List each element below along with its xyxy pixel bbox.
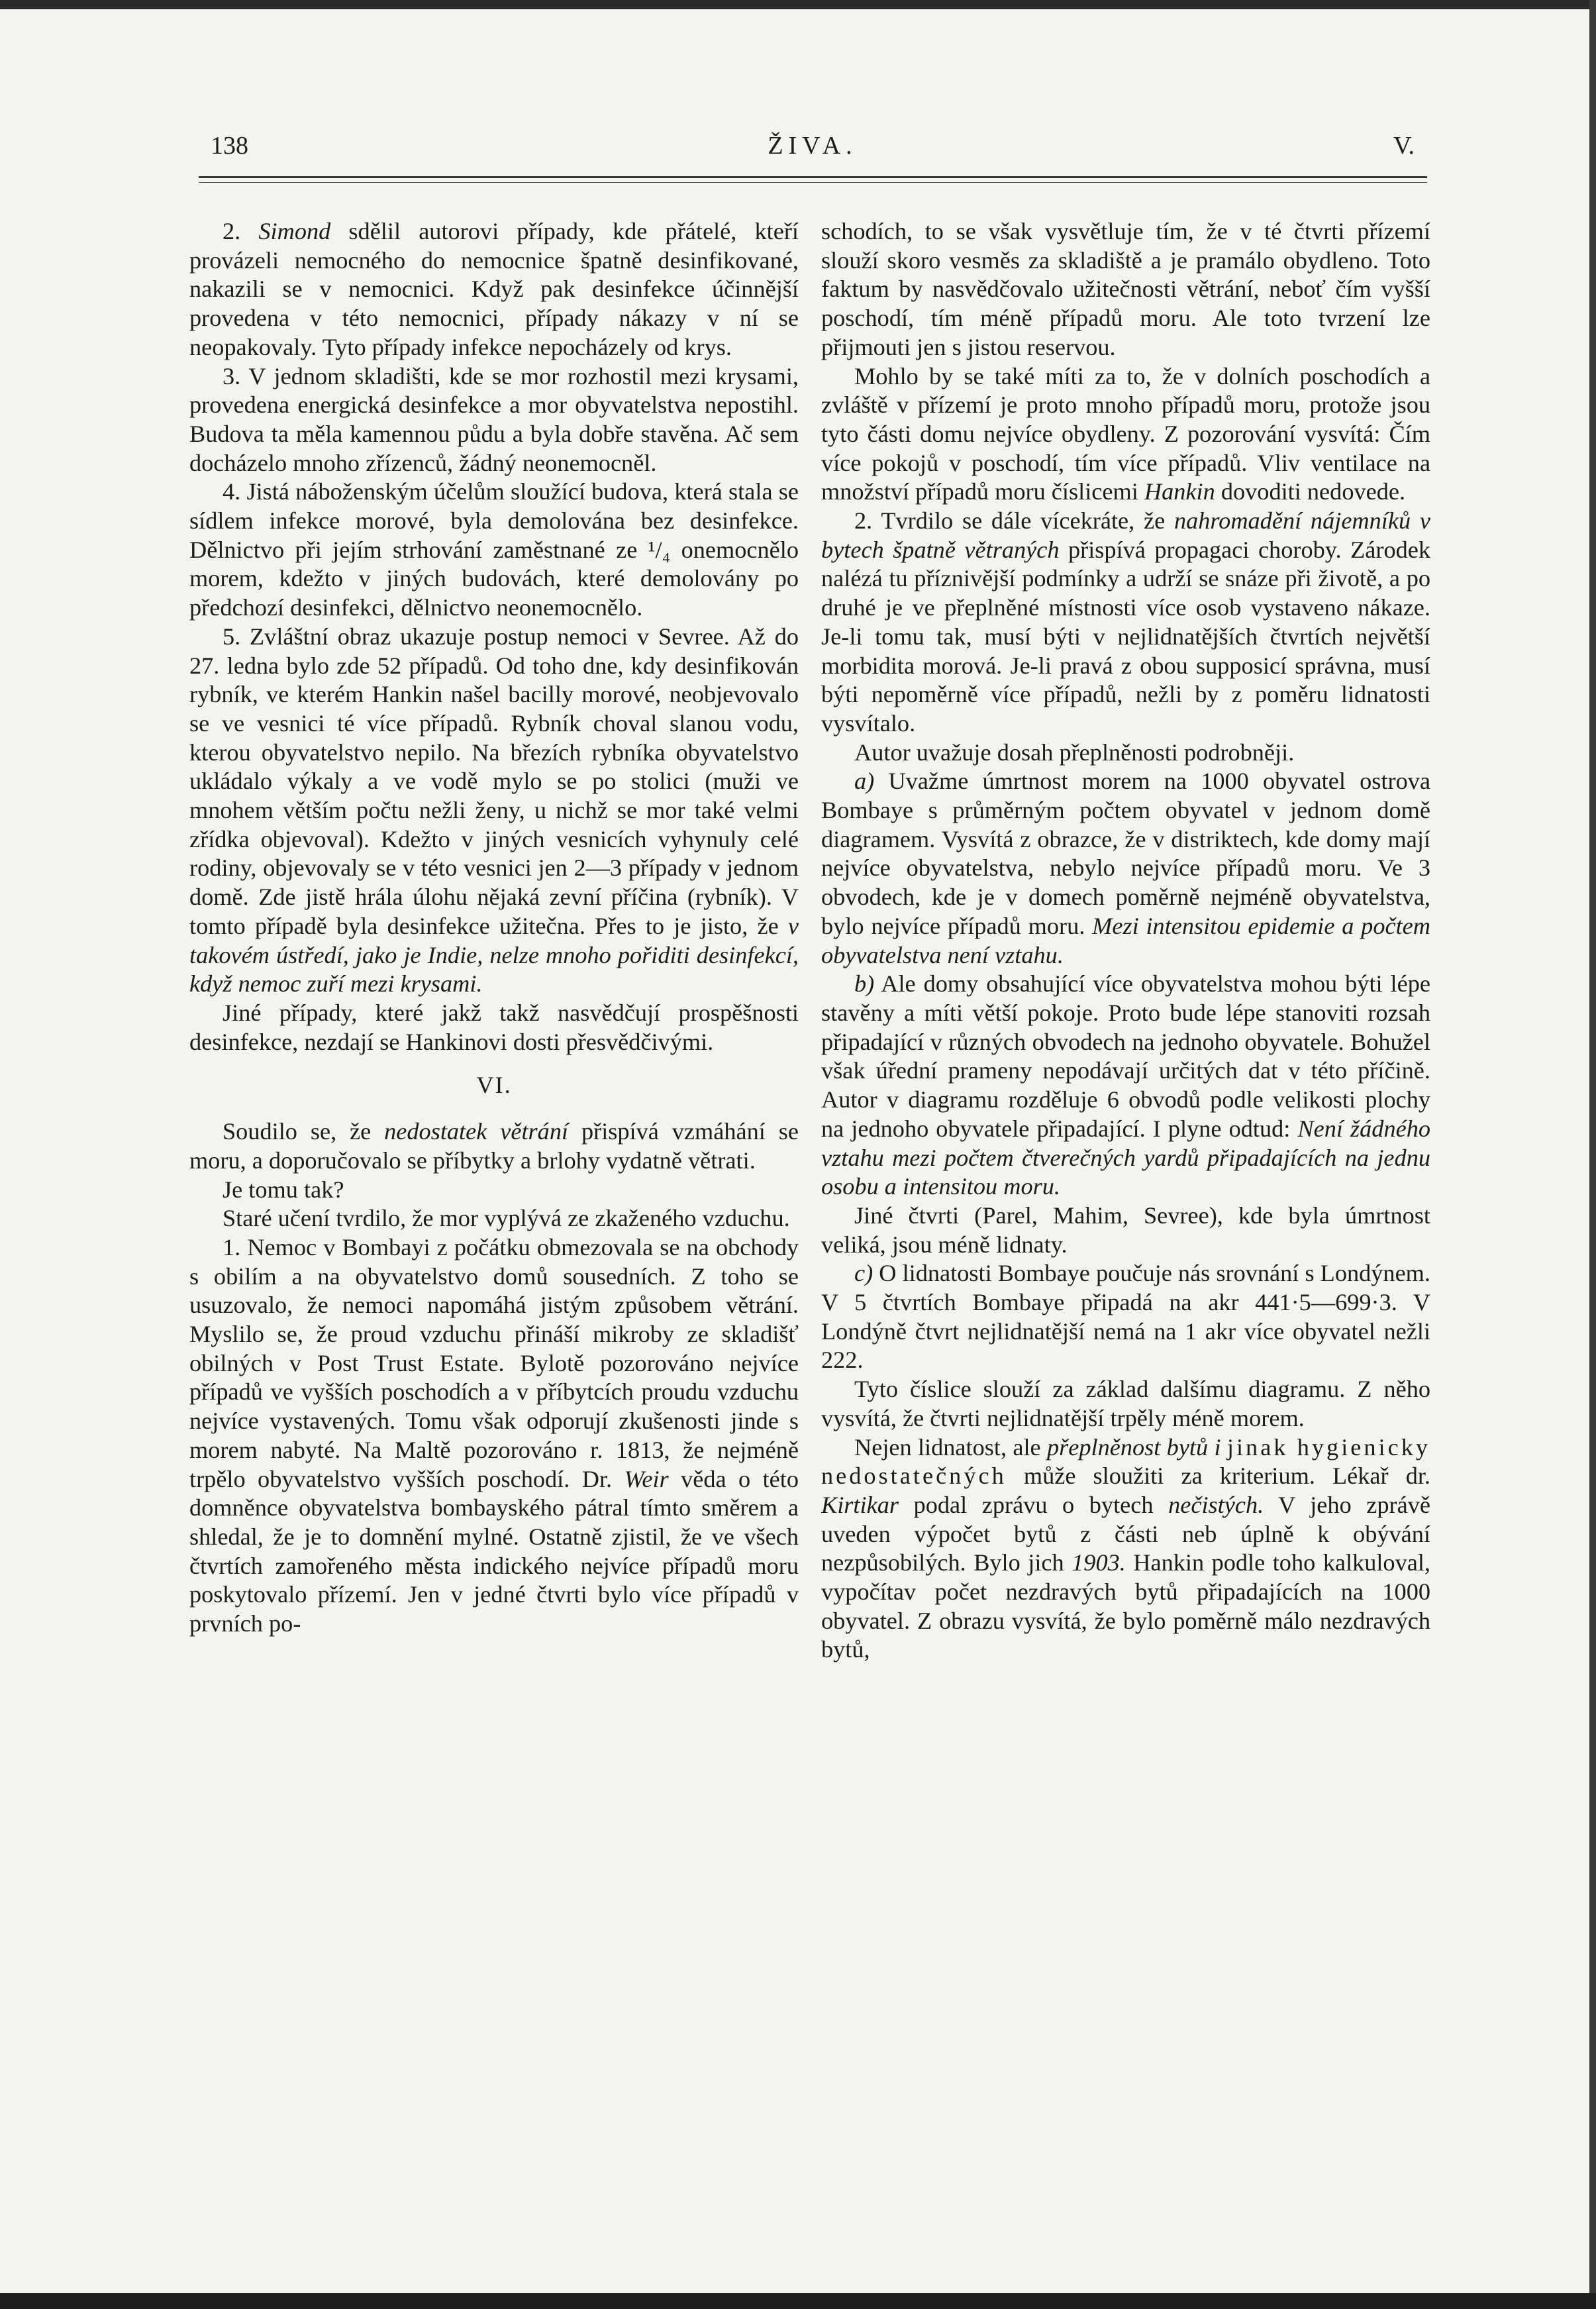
paragraph: Je tomu tak? xyxy=(223,1176,344,1203)
paragraph-text: V jeho zprávě uveden výpočet bytů z části neb úplně k obývání nezpůsobilých. Bylo jich xyxy=(821,1491,1430,1576)
item-number: 2. xyxy=(223,218,241,244)
paragraph: Autor uvažuje dosah přeplněnosti podrobněji. xyxy=(854,739,1295,766)
paragraph xyxy=(821,1433,1430,1665)
paragraph-text: Nejen lidnatost, ale xyxy=(854,1433,1041,1461)
paragraph xyxy=(821,507,1430,739)
number-text: 1903. xyxy=(1072,1549,1126,1576)
page-edge-top xyxy=(0,0,1596,9)
paragraph-text: podal zprávu o bytech xyxy=(913,1491,1154,1518)
paragraph-text: dovoditi nedovede. xyxy=(1221,478,1406,505)
paragraph-text: přispívá propagaci choroby. Zárodek nalézá tu příznivější podmínky a udrží se snáze při životě, a po druhé je ve přeplněné místnosti více osob vystaveno nákaze. Je-li tomu tak, musí býti v nejlidnatějších čtvrtích největší morbidita morová. Je-li pravá z obou supposicí správna, musí býti nepoměrně více případů, nežli by z poměru lidnatosti vysvítalo. xyxy=(821,536,1430,737)
page-edge-right xyxy=(1589,0,1596,2309)
page-number: 138 xyxy=(211,132,248,160)
emphasis-text: v takovém ústředí, jako je Indie, nelze mnoho pořiditi desinfekcí, když nemoc zuří mezi krysami. xyxy=(189,912,799,998)
emphasis-text: nahromadění nájemníků v bytech špatně větraných xyxy=(821,507,1430,563)
paragraph-text: může sloužiti za kriterium. Lékař dr. xyxy=(1023,1462,1431,1490)
paragraph-text: 2. Tvrdilo se dále vícekráte, že xyxy=(854,507,1166,535)
paragraph-text: 5. Zvláštní obraz ukazuje postup nemoci v Sevree. Až do 27. ledna bylo zde 52 případů. Od toho dne, kdy desinfikován rybník, ve kterém Hankin našel bacilly morové, neobjevovalo se ve vesnici té více případů. Rybník choval slanou vodu, kterou obyvatelstvo nepilo. Na březích rybníka obyvatelstvo ukládalo výkaly a ve vodě mylo se po stolici (muži ve mnohem větším počtu nežli ženy, u nichž se mor také velmi zřídka objevoval). Kdežto v jiných vesnicích vyhynuly celé rodiny, objevovaly se v této vesnici jen 2—3 případy v jednom domě. Zde jistě hrála úlohu nějaká zevní příčina (rybník). V tomto případě byla desinfekce užitečna. Přes to je jisto, že xyxy=(189,623,799,939)
header-rule-thick xyxy=(199,176,1427,178)
paragraph-text: přispívá vzmáhání se moru, a doporučovalo se příbytky a brlohy vydatně větrati. xyxy=(189,1118,799,1174)
paragraph xyxy=(821,362,1430,507)
paragraph-text: Mohlo by se také míti za to, že v dolních poschodích a zvláště v přízemí je proto mnoho případů moru, protože jsou tyto části domu nejvíce obydleny. Z pozorování vysvítá: Čím více pokojů v poschodí, tím více případů. Vliv ventilace na množství případů moru číslicemi xyxy=(821,362,1430,505)
emphasis-text: přeplněnost bytů xyxy=(1046,1433,1209,1461)
journal-title: ŽIVA. xyxy=(768,132,858,160)
spaced-text: jinak hygienicky nedostatečných xyxy=(821,1433,1431,1490)
paragraph-text: sdělil autorovi případy, kde přátelé, kteří provázeli nemocného do nemocnice špatně desinfikované, nakazili se v nemocnici. Když pak desinfekce účinnější provedena v této nemocnici, případy nákazy v ní se neopakovaly. Tyto případy infekce nepocházely od krys. xyxy=(189,218,799,360)
person-name: Hankin xyxy=(1144,478,1215,505)
running-header xyxy=(211,131,1415,171)
paragraph-text: Hankin podle toho kalkuloval, vypočítav počet nezdravých bytů připadajících na 1000 obyvatel. Z obrazu vysvítá, že bylo poměrně málo nezdravých bytů, xyxy=(821,1549,1430,1663)
right-column xyxy=(821,217,1430,1665)
paragraph xyxy=(189,623,799,999)
paragraph-text: 1. Nemoc v Bombayi z počátku obmezovala se na obchody s obilím a na obyvatelstvo domů sousedních. Z toho se usuzovalo, že nemoci napomáhá jistým způsobem větrání. Myslilo se, že proud vzduchu přináší mikroby ze skladišť obilných v Post Trust Estate. Bylotě pozorováno nejvíce případů ve vyšších poschodích a v příbytcích proudu vzduchu nejvíce vystavených. Tomu však odporují zkušenosti jinde s morem nabyté. Na Maltě pozorováno r. 1813, že nejméně trpělo obyvatelstvo vyšších poschodí. Dr. xyxy=(189,1233,799,1492)
paragraph xyxy=(189,1233,799,1639)
page-edge-bottom xyxy=(0,2293,1596,2309)
header-rule-thin xyxy=(199,182,1427,183)
emphasis-text: nedostatek větrání xyxy=(384,1118,569,1145)
left-column xyxy=(189,217,799,1639)
paragraph: 3. V jednom skladišti, kde se mor rozhostil mezi krysami, provedena energická desinfekce a mor obyvatelstva nepostihl. Budova ta měla kamennou půdu a byla dobře stavěna. Ač sem docházelo mnoho zřízenců, žádný neonemocněl. xyxy=(189,362,799,476)
emphasis-text: nečistých. xyxy=(1168,1491,1264,1518)
paragraph: schodích, to se však vysvětluje tím, že v té čtvrti přízemí slouží skoro vesměs za skladiště a je pramálo obydleno. Toto faktum by nasvědčovalo užitečnosti větrání, neboť čím vyšší poschodí, tím méně případů moru. Ale toto tvrzení lze přijmouti jen s jistou reservou. xyxy=(821,218,1430,360)
paragraph xyxy=(189,217,799,362)
paragraph-text: Ale domy obsahující více obyvatelstva mohou býti lépe stavěny a míti větší pokoje. Proto bude lépe stanoviti rozsah připadající v různých obvodech na jednoho obyvatele. Bohužel však úřední prameny nepodávají určitých dat v této příčině. Autor v diagramu rozděluje 6 obvodů podle velikosti plochy na jednoho obyvatele připadající. I plyne odtud: xyxy=(821,970,1430,1142)
emphasis-text: Mezi intensitou epidemie a počtem obyvatelstva není vztahu. xyxy=(821,912,1430,968)
section-heading: VI. xyxy=(476,1072,512,1099)
paragraph: Jiné čtvrti (Parel, Mahim, Sevree), kde byla úmrtnost veliká, jsou méně lidnaty. xyxy=(821,1202,1430,1258)
paragraph-text: Uvažme úmrtnost morem na 1000 obyvatel ostrova Bombaye s průměrným počtem obyvatel v jednom domě diagramem. Vysvítá z obrazce, že v distriktech, kde domy mají nejvíce obyvatelstva, nebylo nejvíce případů moru. Ve 3 obvodech, kde je v domech poměrně nejméně obyvatelstva, bylo nejvíce případů moru. xyxy=(821,768,1430,939)
paragraph: Staré učení tvrdilo, že mor vyplývá ze zkaženého vzduchu. xyxy=(223,1205,790,1232)
item-label: c) xyxy=(854,1260,873,1287)
item-label: a) xyxy=(854,768,875,795)
paragraph-text: věda o této domněnce obyvatelstva bombayského pátral tímto směrem a shledal, že je to domnění mylné. Ostatně zjistil, že ve všech čtvrtích zamořeného města indického nejvíce případů moru poskytovalo přízemí. Jen v jedné čtvrti bylo více případů v prvních po- xyxy=(189,1465,799,1637)
paragraph: Jiné případy, které jakž takž nasvědčují prospěšnosti desinfekce, nezdají se Hankinovi dosti přesvědčivými. xyxy=(189,999,799,1055)
paragraph: Tyto číslice slouží za základ dalšímu diagramu. Z něho vysvítá, že čtvrti nejlidnatější trpěly méně morem. xyxy=(821,1376,1430,1431)
paragraph xyxy=(821,970,1430,1202)
paragraph xyxy=(189,1117,799,1175)
paragraph xyxy=(821,767,1430,970)
person-name: Weir xyxy=(624,1465,669,1492)
person-name: Simond xyxy=(258,218,331,244)
paragraph-text: Soudilo se, že xyxy=(223,1118,372,1145)
volume-number: V. xyxy=(1393,132,1415,160)
paragraph: 4. Jistá náboženským účelům sloužící budova, která stala se sídlem infekce morové, byla demolována bez desinfekce. Dělnictvo při jejím strhování zaměstnané ze ¹/₄ onemocnělo morem, kdežto v jiných budovách, které demolovány po předchozí desinfekci, dělnictvo neonemocnělo. xyxy=(189,478,799,621)
emphasis-text: Není žádného vztahu mezi počtem čtverečných yardů připadajících na jednu osobu a intensitou moru. xyxy=(821,1115,1431,1200)
emphasis-text: i xyxy=(1214,1433,1221,1461)
paragraph-text: O lidnatosti Bombaye poučuje nás srovnání s Londýnem. V 5 čtvrtích Bombaye připadá na akr 441·5—699·3. V Londýně čtvrt nejlidnatější nemá na 1 akr více obyvatel nežli 222. xyxy=(821,1260,1430,1374)
item-label: b) xyxy=(854,970,875,998)
paragraph xyxy=(821,1259,1430,1375)
person-name: Kirtikar xyxy=(821,1491,899,1518)
